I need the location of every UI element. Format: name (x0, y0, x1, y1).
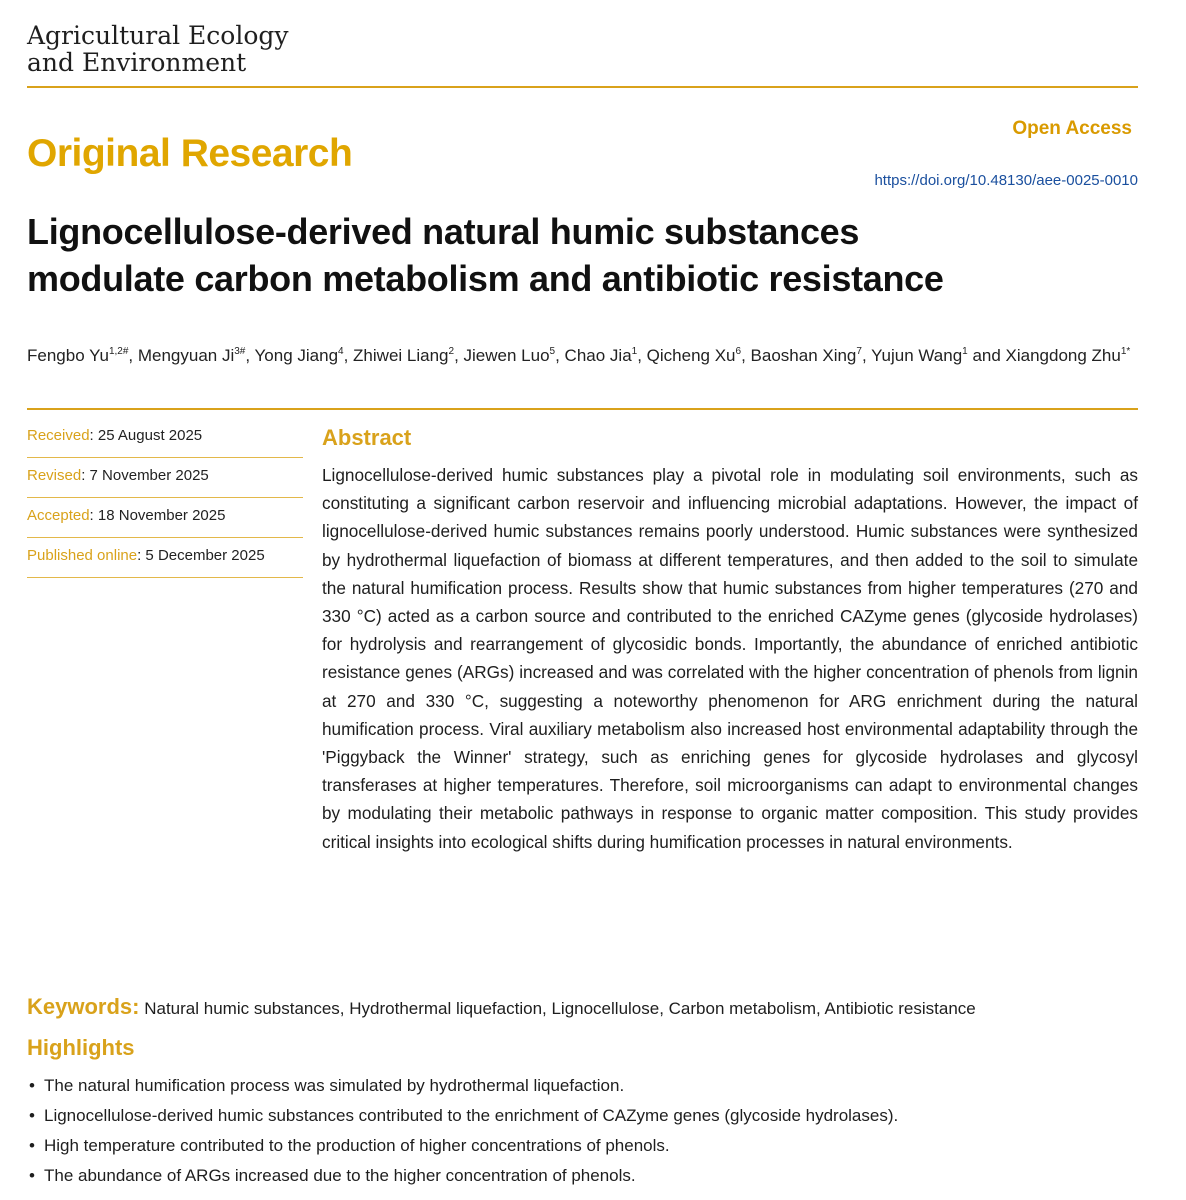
date-received (27, 418, 303, 458)
date-revised-value: : 7 November 2025 (81, 467, 209, 484)
author-affiliation: 3# (234, 346, 246, 357)
author-name: Yujun Wang (871, 346, 963, 365)
abstract-heading: Abstract (322, 425, 412, 450)
publication-dates (27, 418, 303, 578)
highlight-item (27, 1161, 1147, 1191)
author-list (27, 343, 1137, 369)
author-separator: and (967, 346, 1006, 365)
author (751, 346, 872, 365)
author-separator: , (861, 346, 872, 365)
date-published-value: : 5 December 2025 (137, 547, 265, 564)
article-type-label: Original Research (27, 132, 353, 175)
highlight-item (27, 1131, 1147, 1161)
author-separator: , (637, 346, 647, 365)
date-received-value: : 25 August 2025 (89, 427, 203, 444)
author-affiliation: 1* (1120, 346, 1131, 357)
author (138, 346, 255, 365)
author (647, 346, 751, 365)
author-name: Jiewen Luo (463, 346, 550, 365)
author-affiliation: 6 (735, 346, 742, 357)
authors-divider (27, 408, 1138, 410)
author (353, 346, 463, 365)
author (871, 346, 1005, 365)
highlights-list (27, 1071, 1147, 1191)
author-affiliation: 5 (549, 346, 556, 357)
author-separator: , (343, 346, 354, 365)
highlight-item (27, 1071, 1147, 1101)
author-name: Baoshan Xing (750, 346, 857, 365)
author-name: Mengyuan Ji (137, 346, 235, 365)
journal-name (27, 22, 289, 76)
highlight-text: The natural humification process was simulated by hydrothermal liquefaction. (44, 1076, 625, 1095)
author-separator: , (128, 346, 138, 365)
author-affiliation: 1,2# (108, 346, 129, 357)
author-affiliation: 4 (338, 346, 344, 357)
date-published (27, 538, 303, 578)
article-title-line1: Lignocellulose-derived natural humic substances (27, 211, 860, 252)
highlights-heading: Highlights (27, 1035, 135, 1060)
highlight-text: High temperature contributed to the production of higher concentrations of phenols. (44, 1136, 670, 1155)
date-published-label: Published online (27, 547, 138, 564)
bullet-icon: • (29, 1166, 35, 1185)
author-name: Yong Jiang (254, 346, 339, 365)
article-title (27, 208, 1147, 302)
author-affiliation: 1 (962, 346, 968, 357)
highlight-text: The abundance of ARGs increased due to the higher concentration of phenols. (44, 1166, 636, 1185)
author-affiliation: 1 (631, 346, 638, 357)
author-affiliation: 2 (448, 346, 455, 357)
bullet-icon: • (29, 1106, 35, 1125)
abstract-text: Lignocellulose-derived humic substances play a pivotal role in modulating soil environments, such as constituting a significant carbon reservoir and influencing microbial adaptations. However, the impact of lignocellulose-derived humic substances remains poorly understood. Humic substances were synthesized by hydrothermal liquefaction of biomass at different temperatures, and then added to the soil to simulate the natural humification process. Results show that humic substances from higher temperatures (270 and 330 °C) acted as a carbon source and contributed to the enriched CAZyme genes (glycoside hydrolases) for hydrolysis and rearrangement of glycosidic bonds. Importantly, the abundance of enriched antibiotic resistance genes (ARGs) increased and was correlated with the higher concentration of phenols from lignin at 270 and 330 °C, suggesting a noteworthy phenomenon for ARG enrichment during the natural humification process. Viral auxiliary metabolism also increased host environmental adaptability through the 'Piggyback the Winner' strategy, such as enriching genes for glycoside hydrolases and glycosyl transferases at higher temperatures. Therefore, soil microorganisms can adapt to environmental changes by modulating their metabolic pathways in response to organic matter composition. This study provides critical insights into ecological shifts during humification processes in natural environments. (322, 465, 1138, 852)
bullet-icon: • (29, 1076, 35, 1095)
author-name: Fengbo Yu (27, 346, 109, 365)
date-received-label: Received (27, 427, 90, 444)
keywords-text: Natural humic substances, Hydrothermal liquefaction, Lignocellulose, Carbon metabolism, Antibiotic resistance (144, 999, 976, 1018)
date-revised-label: Revised (27, 467, 82, 484)
article-title-line2: modulate carbon metabolism and antibiotic resistance (27, 258, 944, 299)
journal-name-line1: Agricultural Ecology (27, 21, 289, 50)
date-accepted-value: : 18 November 2025 (89, 507, 226, 524)
date-revised (27, 458, 303, 498)
highlight-item (27, 1101, 1147, 1131)
open-access-badge: Open Access (1012, 118, 1132, 139)
author-separator: , (555, 346, 565, 365)
doi-link[interactable]: https://doi.org/10.48130/aee-0025-0010 (874, 172, 1138, 189)
author-separator: , (741, 346, 751, 365)
author (27, 346, 138, 365)
bullet-icon: • (29, 1136, 35, 1155)
author-name: Xiangdong Zhu (1005, 346, 1121, 365)
keywords (27, 994, 1147, 1020)
author-separator: , (245, 346, 255, 365)
author-name: Qicheng Xu (646, 346, 736, 365)
author-affiliation: 7 (856, 346, 862, 357)
journal-name-line2: and Environment (27, 48, 247, 77)
author-separator: , (454, 346, 464, 365)
date-accepted (27, 498, 303, 538)
keywords-label: Keywords: (27, 994, 140, 1019)
author (1006, 346, 1131, 365)
date-accepted-label: Accepted (27, 507, 90, 524)
author (565, 346, 647, 365)
highlight-text: Lignocellulose-derived humic substances contributed to the enrichment of CAZyme genes (glycoside hydrolases). (44, 1106, 899, 1125)
header-divider (27, 86, 1138, 88)
author-name: Chao Jia (564, 346, 632, 365)
author-name: Zhiwei Liang (353, 346, 449, 365)
author (255, 346, 354, 365)
author (464, 346, 565, 365)
